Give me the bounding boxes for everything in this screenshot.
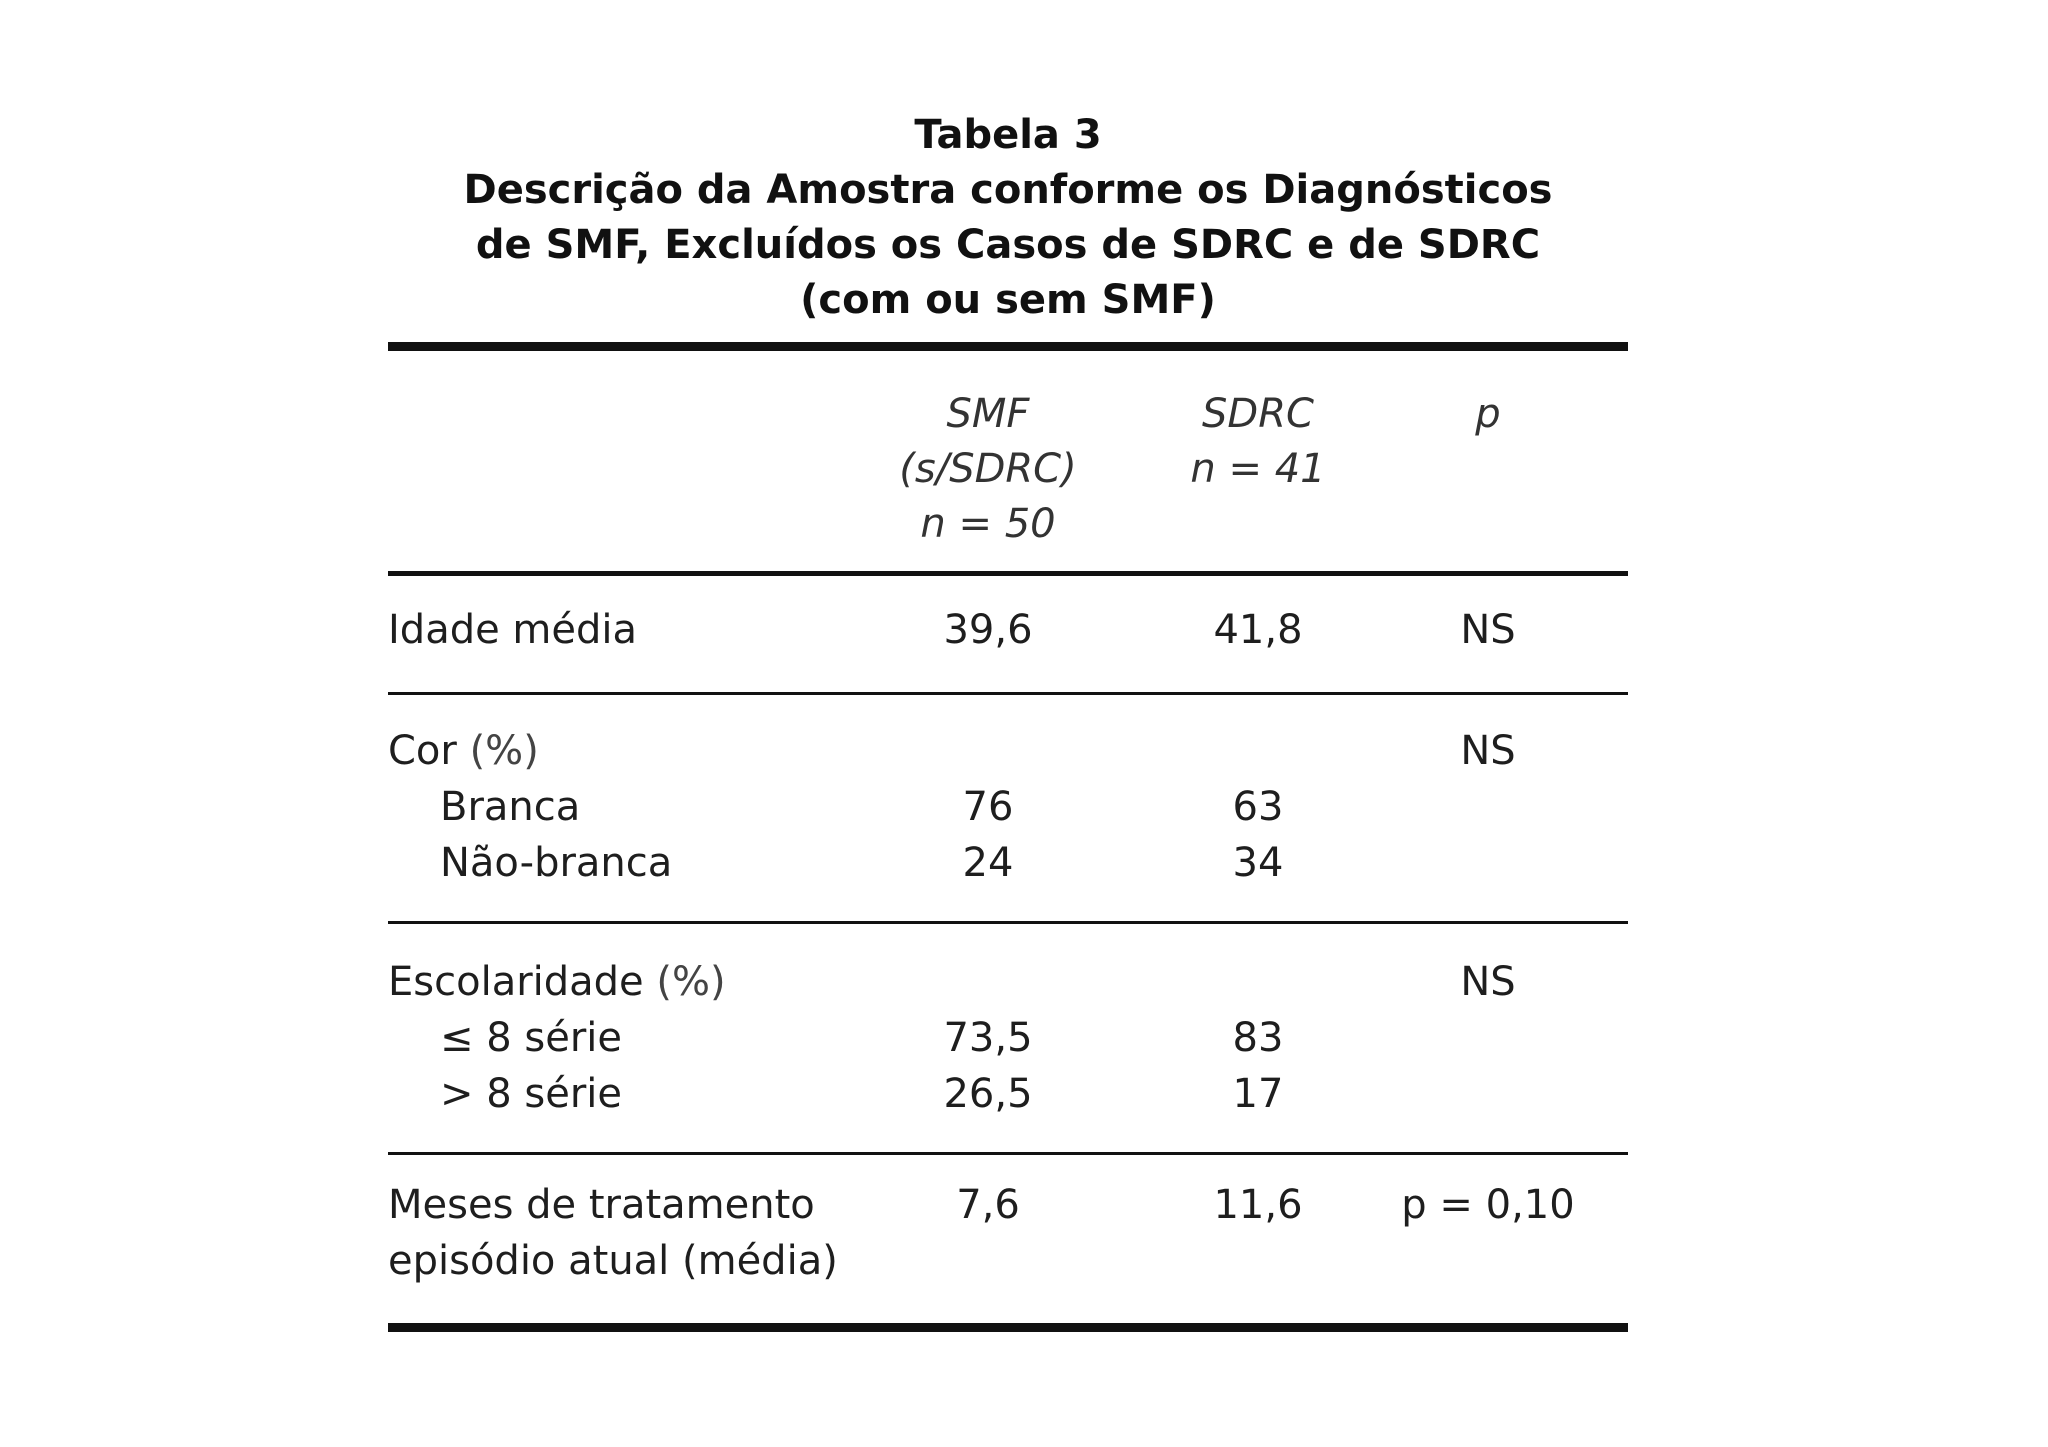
table-title-line-3: (com ou sem SMF) xyxy=(800,277,1216,323)
bottom-rule xyxy=(388,1323,1628,1332)
row-label-idade: Idade média xyxy=(388,607,638,653)
cell-meses-sdrc: 11,6 xyxy=(1213,1182,1303,1228)
column-header-sdrc xyxy=(1138,387,1378,497)
cell-branca-smf: 76 xyxy=(962,784,1014,830)
cell-branca-sdrc: 63 xyxy=(1232,784,1284,830)
table-title-line-1: Descrição da Amostra conforme os Diagnósticos xyxy=(463,167,1553,213)
table-title-line-2: de SMF, Excluídos os Casos de SDRC e de SDRC xyxy=(475,222,1541,268)
column-header-smf-line-2: (s/SDRC) xyxy=(899,446,1077,492)
row-group-meses xyxy=(388,1155,1628,1323)
row-label-escolaridade-text: Escolaridade xyxy=(388,959,644,1005)
table-row xyxy=(388,1177,1628,1233)
table-label: Tabela 3 xyxy=(914,112,1102,158)
row-label-ate-8-serie: ≤ 8 série xyxy=(440,1015,623,1061)
table-row xyxy=(388,723,1628,779)
cell-idade-smf: 39,6 xyxy=(943,607,1033,653)
row-group-idade xyxy=(388,576,1628,692)
row-label-escolaridade-unit: (%) xyxy=(656,959,726,1005)
table-row xyxy=(388,1066,1628,1122)
row-label-meses-line-1: Meses de tratamento xyxy=(388,1182,815,1228)
row-group-cor xyxy=(388,695,1628,921)
cell-ate-8-serie-sdrc: 83 xyxy=(1232,1015,1284,1061)
column-header-sdrc-line-2: n = 41 xyxy=(1190,446,1326,492)
cell-escolaridade-p: NS xyxy=(1460,959,1516,1005)
row-label-escolaridade xyxy=(388,954,726,1010)
row-label-cor xyxy=(388,723,539,779)
row-label-mais-8-serie: > 8 série xyxy=(440,1071,623,1117)
row-label-meses-line-2: episódio atual (média) xyxy=(388,1238,838,1284)
cell-cor-p: NS xyxy=(1460,728,1516,774)
cell-ate-8-serie-smf: 73,5 xyxy=(943,1015,1033,1061)
row-label-branca: Branca xyxy=(440,784,581,830)
table-row xyxy=(388,1233,1628,1289)
column-header-smf xyxy=(868,387,1108,552)
table-row xyxy=(388,835,1628,891)
table-caption xyxy=(388,108,1628,328)
cell-mais-8-serie-smf: 26,5 xyxy=(943,1071,1033,1117)
cell-meses-p: p = 0,10 xyxy=(1401,1182,1575,1228)
row-group-escolaridade xyxy=(388,924,1628,1152)
table-row xyxy=(388,1010,1628,1066)
column-header-smf-line-3: n = 50 xyxy=(920,501,1056,547)
table-row xyxy=(388,954,1628,1010)
column-header-row xyxy=(388,351,1628,571)
cell-meses-smf: 7,6 xyxy=(956,1182,1020,1228)
cell-idade-sdrc: 41,8 xyxy=(1213,607,1303,653)
cell-mais-8-serie-sdrc: 17 xyxy=(1232,1071,1284,1117)
table-3 xyxy=(388,108,1628,1332)
top-rule xyxy=(388,342,1628,351)
row-label-cor-unit: (%) xyxy=(469,728,539,774)
cell-idade-p: NS xyxy=(1460,607,1516,653)
cell-nao-branca-sdrc: 34 xyxy=(1232,840,1284,886)
row-label-nao-branca: Não-branca xyxy=(440,840,673,886)
column-header-sdrc-line-1: SDRC xyxy=(1202,391,1314,437)
table-row xyxy=(388,602,1628,658)
column-header-smf-line-1: SMF xyxy=(946,391,1030,437)
row-label-cor-text: Cor xyxy=(388,728,457,774)
table-row xyxy=(388,779,1628,835)
column-header-p-line-1: p xyxy=(1475,391,1501,437)
column-header-p xyxy=(1388,387,1588,442)
cell-nao-branca-smf: 24 xyxy=(962,840,1014,886)
